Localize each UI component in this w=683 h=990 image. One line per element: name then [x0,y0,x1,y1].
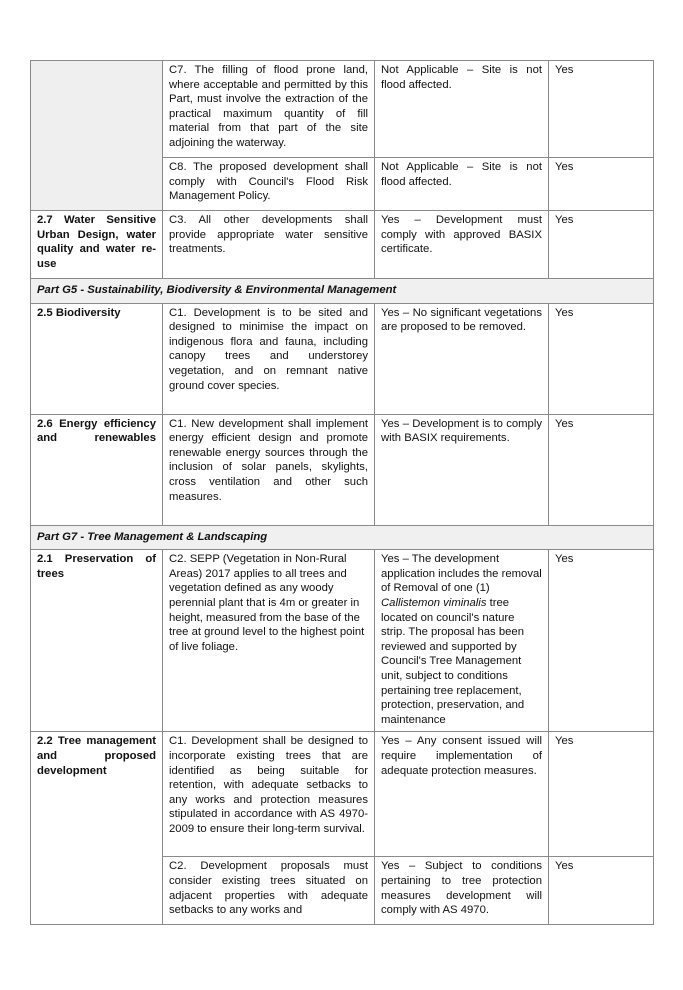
comment-cell: Not Applicable – Site is not flood affected. [375,158,549,211]
comment-cell: Not Applicable – Site is not flood affected. [375,61,549,158]
table-row [31,211,654,279]
control-cell: C1. Development is to be sited and designed to minimise the impact on indigenous flora and fauna, including canopy trees and understorey vegetation, and on remnant native ground cover species. [163,303,375,414]
part-heading-row [31,279,654,304]
compliance-cell: Yes [549,857,654,925]
compliance-cell: Yes [549,732,654,857]
control-cell: C1. New development shall implement energy efficient design and promote renewable energy sources through the inclusion of solar panels, skylights, cross ventilation and other such measures. [163,414,375,525]
compliance-cell: Yes [549,550,654,732]
part-heading-row [31,525,654,550]
table-row [31,61,654,158]
section-cell: 2.2 Tree management and proposed development [31,732,163,925]
comment-cell: Yes – Development must comply with approved BASIX certificate. [375,211,549,279]
part-heading: Part G5 - Sustainability, Biodiversity & Environmental Management [31,279,654,304]
control-cell: C7. The filling of flood prone land, where acceptable and permitted by this Part, must involve the extraction of the practical maximum quantity of fill material from that part of the site adjoining the waterway. [163,61,375,158]
compliance-cell: Yes [549,211,654,279]
compliance-cell: Yes [549,414,654,525]
section-cell: 2.1 Preservation of trees [31,550,163,732]
control-cell: C1. Development shall be designed to incorporate existing trees that are identified as being suitable for retention, with adequate setbacks to any works and protection measures stipulated in accordance with AS 4970-2009 to ensure their long-term survival. [163,732,375,857]
comment-cell: Yes – Any consent issued will require implementation of adequate protection measures. [375,732,549,857]
comment-cell: Yes – Development is to comply with BASIX requirements. [375,414,549,525]
table-row [31,550,654,732]
table-row [31,414,654,525]
compliance-cell: Yes [549,303,654,414]
section-cell: 2.5 Biodiversity [31,303,163,414]
comment-cell: Yes – Subject to conditions pertaining to tree protection measures development will comply with AS 4970. [375,857,549,925]
compliance-cell: Yes [549,158,654,211]
table-row [31,303,654,414]
comment-text: tree located on council's nature strip. The proposal has been reviewed and supported by Council's Tree Management unit, subject to conditions pertaining tree replacement, protection, preservation, and maintenance [381,596,525,726]
control-cell: C3. All other developments shall provide appropriate water sensitive treatments. [163,211,375,279]
table-row [31,732,654,857]
section-cell: 2.7 Water Sensitive Urban Design, water quality and water re-use [31,211,163,279]
control-cell: C2. Development proposals must consider existing trees situated on adjacent properties with adequate setbacks to any works and [163,857,375,925]
comment-cell: Yes – No significant vegetations are proposed to be removed. [375,303,549,414]
species-name: Callistemon viminalis [381,596,487,609]
compliance-table [30,60,654,925]
comment-text: Yes – The development application includes the removal of Removal of one (1) [381,553,542,595]
comment-cell [375,550,549,732]
section-cell-empty [31,61,163,211]
control-cell: C8. The proposed development shall comply with Council's Flood Risk Management Policy. [163,158,375,211]
control-cell: C2. SEPP (Vegetation in Non-Rural Areas) 2017 applies to all trees and vegetation defined as any woody perennial plant that is 4m or greater in height, measured from the base of the tree at ground level to the highest point of live foliage. [163,550,375,732]
part-heading: Part G7 - Tree Management & Landscaping [31,525,654,550]
section-cell: 2.6 Energy efficiency and renewables [31,414,163,525]
compliance-cell: Yes [549,61,654,158]
